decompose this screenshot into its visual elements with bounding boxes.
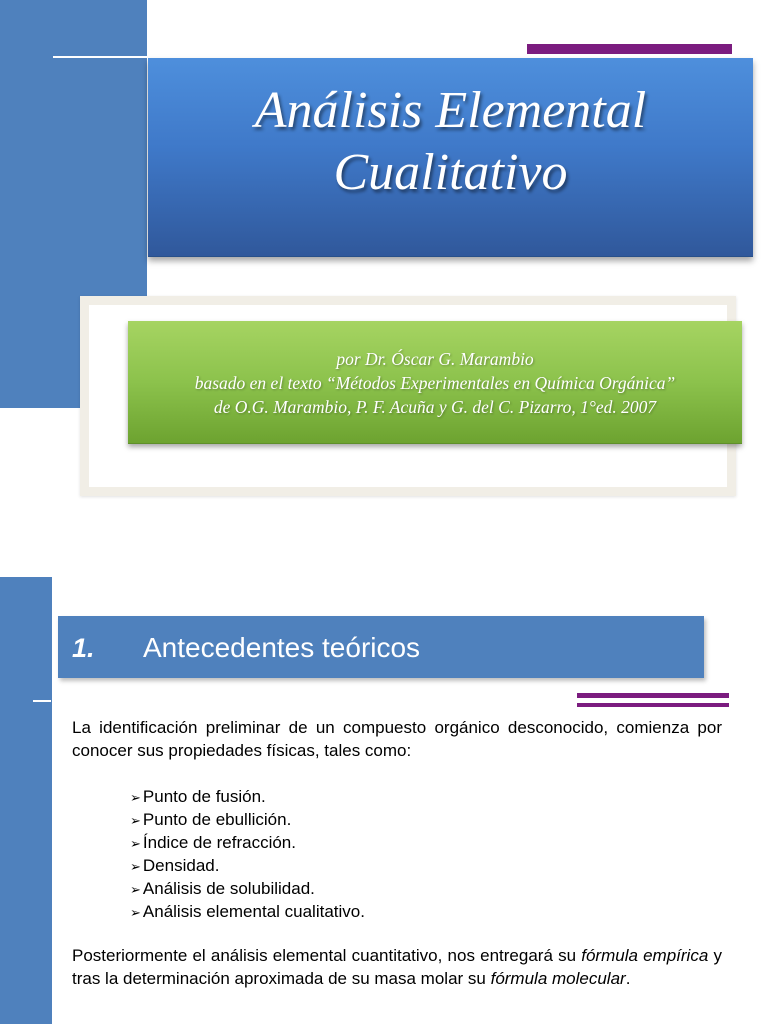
- slide2-left-accent-bar: [0, 577, 52, 1024]
- arrowhead-bullet-icon: ➢: [130, 906, 141, 921]
- list-item-text: Índice de refracción.: [142, 833, 296, 852]
- slide1-credits: [128, 347, 742, 419]
- arrowhead-bullet-icon: ➢: [130, 837, 141, 852]
- list-item: [130, 831, 530, 854]
- closing-text-part1: Posteriormente el análisis elemental cuantitativo, nos entregará su: [72, 946, 582, 965]
- slide1-title-line2: Cualitativo: [333, 144, 568, 201]
- term-molecular-formula: fórmula molecular: [490, 969, 626, 988]
- slide2-accent-line: [33, 700, 51, 702]
- slide1-accent-line: [53, 56, 148, 58]
- slide2-purple-accent-bar: [577, 693, 729, 698]
- properties-list: [130, 785, 530, 923]
- list-item-text: Análisis de solubilidad.: [142, 879, 315, 898]
- list-item: [130, 854, 530, 877]
- closing-text-part2: y tras la determinación aproximada de su masa molar su: [72, 946, 722, 988]
- arrowhead-bullet-icon: ➢: [130, 791, 141, 806]
- list-item: [130, 785, 530, 808]
- credits-author: por Dr. Óscar G. Marambio: [336, 349, 534, 369]
- closing-paragraph: [72, 944, 722, 990]
- credits-authors-edition: de O.G. Marambio, P. F. Acuña y G. del C. Pizarro, 1°ed. 2007: [213, 397, 657, 417]
- slide1-purple-accent-bar: [527, 44, 732, 54]
- slide1-title-line1: Análisis Elemental: [254, 82, 647, 139]
- list-item-text: Análisis elemental cualitativo.: [142, 902, 365, 921]
- closing-text-part3: .: [625, 969, 631, 988]
- list-item-text: Punto de fusión.: [142, 787, 266, 806]
- section-title: Antecedentes teóricos: [143, 632, 421, 663]
- list-item: [130, 900, 530, 923]
- slide2-purple-accent-bar-thin: [577, 703, 729, 707]
- credits-source-book: basado en el texto “Métodos Experimentales en Química Orgánica”: [194, 373, 676, 393]
- arrowhead-bullet-icon: ➢: [130, 814, 141, 829]
- list-item-text: Punto de ebullición.: [142, 810, 292, 829]
- intro-paragraph: La identificación preliminar de un compuesto orgánico desconocido, comienza por conocer sus propiedades físicas, tales como:: [72, 718, 722, 760]
- list-item: [130, 808, 530, 831]
- slide1-title: [148, 80, 753, 204]
- arrowhead-bullet-icon: ➢: [130, 883, 141, 898]
- list-item-text: Densidad.: [142, 856, 220, 875]
- term-empirical-formula: fórmula empírica: [581, 946, 709, 965]
- list-item: [130, 877, 530, 900]
- section-number: 1.: [72, 633, 95, 663]
- arrowhead-bullet-icon: ➢: [130, 860, 141, 875]
